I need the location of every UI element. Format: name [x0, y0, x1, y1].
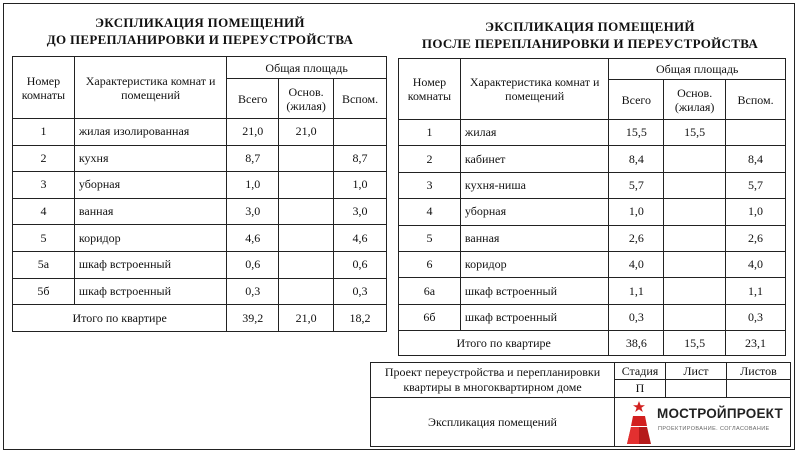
area-all: 2,6 [609, 225, 664, 251]
table-row [13, 251, 387, 278]
area-aux: 2,6 [726, 225, 786, 251]
area-main: 21,0 [279, 119, 334, 146]
area-all: 0,3 [609, 304, 664, 330]
area-aux: 1,0 [726, 199, 786, 225]
area-main [664, 278, 726, 304]
room-number: 6б [399, 304, 461, 330]
room-description: ванная [74, 198, 226, 225]
room-number: 4 [13, 198, 75, 225]
area-aux: 3,0 [334, 198, 387, 225]
header-area-total: Общая площадь [227, 57, 387, 79]
header-area-all: Всего [227, 79, 279, 119]
room-number: 2 [13, 145, 75, 172]
left-title [40, 14, 360, 48]
table-row [399, 146, 786, 172]
red-tower-star-icon [622, 400, 656, 446]
room-number: 1 [399, 120, 461, 146]
room-description: коридор [460, 251, 608, 277]
header-room-number: Номер комнаты [399, 59, 461, 120]
header-area-all: Всего [609, 80, 664, 120]
area-aux: 8,4 [726, 146, 786, 172]
room-description: кухня-ниша [460, 172, 608, 198]
drawing-title: Экспликация помещений [370, 397, 615, 447]
area-aux: 0,3 [726, 304, 786, 330]
header-description: Характеристика комнат и помещений [460, 59, 608, 120]
total-area-all: 39,2 [227, 305, 279, 332]
area-aux: 5,7 [726, 172, 786, 198]
table-row [13, 278, 387, 305]
area-main [279, 278, 334, 305]
room-description: кухня [74, 145, 226, 172]
room-description: шкаф встроенный [74, 251, 226, 278]
left-title-line1: ЭКСПЛИКАЦИЯ ПОМЕЩЕНИЙ [95, 15, 305, 30]
room-number: 3 [399, 172, 461, 198]
table-header-row [399, 59, 786, 80]
area-all: 3,0 [227, 198, 279, 225]
area-aux [726, 120, 786, 146]
area-all: 1,1 [609, 278, 664, 304]
project-name: Проект переустройства и перепланировки квартиры в многоквартирном доме [370, 362, 615, 398]
room-number: 5 [399, 225, 461, 251]
sheet-label: Лист [665, 362, 727, 380]
room-description: ванная [460, 225, 608, 251]
room-number: 4 [399, 199, 461, 225]
table-row [399, 120, 786, 146]
total-area-main: 21,0 [279, 305, 334, 332]
area-aux: 0,3 [334, 278, 387, 305]
area-main [664, 304, 726, 330]
sheet-value [665, 379, 727, 398]
room-number: 6 [399, 251, 461, 277]
area-main [279, 198, 334, 225]
header-area-total: Общая площадь [609, 59, 786, 80]
room-description: коридор [74, 225, 226, 252]
room-description: шкаф встроенный [460, 304, 608, 330]
sheets-label: Листов [726, 362, 791, 380]
area-aux: 8,7 [334, 145, 387, 172]
room-number: 6а [399, 278, 461, 304]
area-main [279, 225, 334, 252]
area-all: 8,7 [227, 145, 279, 172]
logo-name: МОСТРОЙПРОЕКТ [657, 406, 783, 421]
table-total-row [399, 331, 786, 356]
room-description: уборная [74, 172, 226, 199]
total-area-main: 15,5 [664, 331, 726, 356]
header-area-aux: Вспом. [334, 79, 387, 119]
area-all: 4,0 [609, 251, 664, 277]
table-row [13, 225, 387, 252]
area-all: 5,7 [609, 172, 664, 198]
room-number: 5б [13, 278, 75, 305]
table-row [399, 278, 786, 304]
stage-label: Стадия [614, 362, 666, 380]
table-row [13, 119, 387, 146]
header-description: Характеристика комнат и помещений [74, 57, 226, 119]
area-all: 4,6 [227, 225, 279, 252]
stage-value: П [614, 379, 666, 398]
area-aux: 4,6 [334, 225, 387, 252]
room-description: жилая [460, 120, 608, 146]
table-row [399, 199, 786, 225]
room-description: шкаф встроенный [460, 278, 608, 304]
header-room-number: Номер комнаты [13, 57, 75, 119]
table-row [13, 172, 387, 199]
total-label: Итого по квартире [399, 331, 609, 356]
total-area-aux: 23,1 [726, 331, 786, 356]
area-all: 0,3 [227, 278, 279, 305]
room-description: кабинет [460, 146, 608, 172]
area-main: 15,5 [664, 120, 726, 146]
table-row [13, 145, 387, 172]
area-all: 21,0 [227, 119, 279, 146]
area-main [664, 199, 726, 225]
area-all: 0,6 [227, 251, 279, 278]
area-all: 15,5 [609, 120, 664, 146]
table-row [399, 172, 786, 198]
area-main [279, 251, 334, 278]
table-row [399, 225, 786, 251]
area-aux: 1,0 [334, 172, 387, 199]
area-aux: 0,6 [334, 251, 387, 278]
room-number: 1 [13, 119, 75, 146]
area-all: 1,0 [609, 199, 664, 225]
total-area-all: 38,6 [609, 331, 664, 356]
room-description: уборная [460, 199, 608, 225]
area-main [664, 225, 726, 251]
area-main [279, 172, 334, 199]
company-logo [620, 398, 790, 446]
right-title [405, 18, 775, 52]
area-aux: 1,1 [726, 278, 786, 304]
header-area-aux: Вспом. [726, 80, 786, 120]
room-number: 5а [13, 251, 75, 278]
room-number: 3 [13, 172, 75, 199]
area-main [664, 251, 726, 277]
explication-after-table [398, 58, 786, 356]
area-main [664, 146, 726, 172]
area-all: 8,4 [609, 146, 664, 172]
area-aux [334, 119, 387, 146]
right-title-line2: ПОСЛЕ ПЕРЕПЛАНИРОВКИ И ПЕРЕУСТРОЙСТВА [421, 36, 759, 51]
area-main [279, 145, 334, 172]
area-aux: 4,0 [726, 251, 786, 277]
table-row [399, 251, 786, 277]
header-area-main: Основ. (жилая) [279, 79, 334, 119]
left-title-line2: ДО ПЕРЕПЛАНИРОВКИ И ПЕРЕУСТРОЙСТВА [46, 32, 354, 47]
room-description: шкаф встроенный [74, 278, 226, 305]
right-title-line1: ЭКСПЛИКАЦИЯ ПОМЕЩЕНИЙ [485, 19, 695, 34]
total-area-aux: 18,2 [334, 305, 387, 332]
total-label: Итого по квартире [13, 305, 227, 332]
table-row [13, 198, 387, 225]
explication-before-table [12, 56, 387, 332]
area-main [664, 172, 726, 198]
logo-tagline: ПРОЕКТИРОВАНИЕ. СОГЛАСОВАНИЕ [658, 426, 770, 432]
sheets-value [726, 379, 791, 398]
area-all: 1,0 [227, 172, 279, 199]
header-area-main: Основ. (жилая) [664, 80, 726, 120]
table-row [399, 304, 786, 330]
room-number: 2 [399, 146, 461, 172]
room-description: жилая изолированная [74, 119, 226, 146]
table-total-row [13, 305, 387, 332]
room-number: 5 [13, 225, 75, 252]
table-header-row [13, 57, 387, 79]
